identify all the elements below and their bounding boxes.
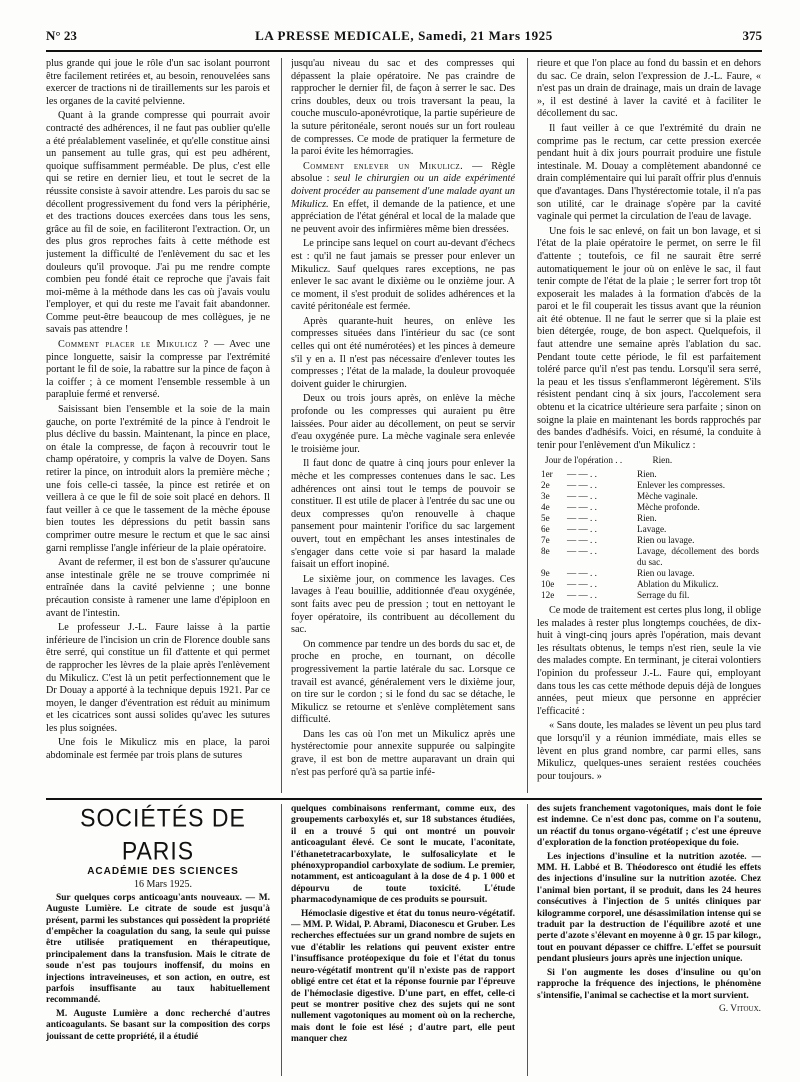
schedule-action: Rien ou lavage. bbox=[637, 568, 695, 578]
schedule-day: 9e bbox=[541, 568, 550, 578]
paragraph: Une fois le sac enlevé, on fait un bon lavage, et si l'état de la plaie opératoire le permet, on serre le fil d'attente ; toutefois, ce fil ne saurait être serré automatiquement le jour où on enlève le sac, il faut tenir compte de l'état de la plaie ; le serrer fort trop tôt exposerait les malades à la formation d'abcès de la paroi et le fil couperait les tissus avant que la réunion ait été obtenue. Il ne faut le serrer que si la plaie est bien détergée, rouge, de bon aspect. Quelquefois, il faut attendre une semaine après l'ablation du sac. Pendant toute cette période, le fil est parfaitement toléré parce qu'il n'est pas tendu. Lorsqu'il sera serré, la peau et les tissus s'enflammeront légèrement. S'ils résistent pendant cinq à six jours, l'accolement sera obtenu et la cicatrice ultérieure sera parfaite ; sinon on soigne la plaie en maintenant les bords rapprochés par des bandes d'adhésifs. Voici, en résumé, la conduite à tenir pour l'enlèvement d'un Mikulicz : bbox=[537, 225, 761, 451]
paragraph: Dans les cas où l'on met un Mikulicz après une hystérectomie pour annexite suppurée ou salpingite grave, il est bon de mettre auparavant un drain qui n'est pas perforé qu'à sa partie infé- bbox=[291, 728, 515, 778]
schedule-dashes: — — . . bbox=[567, 524, 597, 534]
paragraph bbox=[537, 852, 761, 966]
paragraph: plus grande qui joue le rôle d'un sac isolant pourront être facilement retirées et, au besoin, renouvelées sans exercer de tractions ni de tiraillements sur les parois et les organes de la cavité pelvienne. bbox=[46, 58, 270, 107]
section-title: SOCIÉTÉS DE PARIS bbox=[80, 804, 246, 865]
paragraph-text: — Avec une pince longuette, saisir la compresse par l'extrémité portant le fil de soie, la rabattre sur la pince de façon à la coiffer ; à ce moment l'ensemble ressemble à un parapluie fermé et renversé. bbox=[46, 339, 270, 401]
paragraph-text: En effet, il demande de la patience, et une appréciation de l'état général et local de la malade que ne peuvent avoir des infirmières même bien dressées. bbox=[291, 198, 515, 235]
paragraph: des sujets franchement vagotoniques, mais dont le foie est indemne. Ce n'est donc pas, comme on l'a soutenu, un réactif du tonus organo-végétatif ; c'est une épreuve d'exploration de la fonction protéopexique du foie. bbox=[537, 804, 761, 849]
societies-column-2 bbox=[291, 804, 515, 1076]
paragraph: Si l'on augmente les doses d'insuline ou qu'on rapproche la fréquence des injections, le phénomène s'intensifie, l'animal se cachectise et la mort survient. bbox=[537, 967, 761, 1001]
schedule-dashes: — — . . bbox=[567, 568, 597, 578]
paragraph: Quant à la grande compresse qui pourrait avoir contracté des adhérences, il ne faut pas oublier qu'elle a été préalablement vaselinée, et qu'elle constitue ainsi un pansement au tulle gras, qui est peu adhérent, quoique suffisamment perméable. De plus, c'est elle qui se retire en dernier lieu, et tout le secret de la réussite consiste à savoir attendre. Les parois du sac se décollent progressivement du fond vers la périphérie, et des tractions douces exercées dans tous les sens, grâce au fil de soie, en faciliteront l'extraction. Or, un des plus gros reproches faits à cette méthode est justement la difficulté de l'enlèvement du sac et les douleurs qu'il provoque. J'ai pu me rendre compte combien peu fondé était ce reproche que j'avais fait moi-même à la méthode dans les cas où j'avais voulu l'employer, et qui du reste me l'avait fait abandonner. Comme peut-être beaucoup de mes collègues, je ne savais pas attendre ! bbox=[46, 110, 270, 336]
paragraph bbox=[46, 339, 270, 402]
column-divider bbox=[527, 58, 528, 793]
schedule-action: Serrage du fil. bbox=[637, 590, 690, 600]
paragraph: jusqu'au niveau du sac et des compresses qui dépassent la plaie opératoire. Ne pas craindre de rapprocher le dernier fil, de façon à serrer le sac. Des crins doubles, deux ou trois traversant la peau, la couche musculo-aponévrotique, la partie supérieure de la suture péritonéale, seront noués sur un fort rouleau de compresses. Ce mode de pratiquer la fermeture de la paroi évite les hémorragies. bbox=[291, 58, 515, 158]
column-divider bbox=[527, 804, 528, 1076]
academy-heading: ACADÉMIE DES SCIENCES bbox=[87, 866, 239, 877]
paragraph: Après quarante-huit heures, on enlève les compresses situées dans l'intérieur du sac (ce sont celles qui ont été numérotées) et les pinces à demeure s'il y en a. Il n'est pas nécessaire d'enlever toutes les compresses ; l'état de la malade, la douleur provoquée doivent guider le chirurgien. bbox=[291, 315, 515, 390]
schedule-day: 7e bbox=[541, 535, 550, 545]
schedule-heading-label: Jour de l'opération . . bbox=[545, 455, 623, 466]
schedule-heading-action: Rien. bbox=[652, 455, 673, 466]
schedule-action: Lavage. bbox=[637, 524, 667, 534]
paragraph: Le sixième jour, on commence les lavages. Ces lavages à l'eau bouillie, additionnée d'eau oxygénée, sont faits avec peu de pression ; tout en nettoyant le foyer opératoire, ils contribuent au décollement du sac. bbox=[291, 573, 515, 636]
paragraph-text: ont étudié les effets des injections d'insuline sur la nutrition azotée. Chez l'animal bien portant, il se produit, dans les 24 heures consécutives à l'injection de 5 unités cliniques par kilogramme corporel, une désassimilation intense qui se traduit par la destruction de l'équilibre azoté et une perte d'azote s'élevant en moyenne à 0 gr. 15 par kilogr., tout en pouvant dépasser ce chiffre. L'effet se poursuit pendant plusieurs jours après une injection unique. bbox=[537, 863, 761, 965]
paragraph: Saisissant bien l'ensemble et la soie de la main gauche, on porte l'extrémité de la pince à l'endroit le plus déclive du bassin. Maintenant, la pince en place, on étale la compresse, de façon à recouvrir tout le champ opératoire, y compris la valve de Doyen. Sans retirer la pince, on introduit alors la première mèche ; une fois celle-ci tassée, la pince est retirée et on veillera à ce que le fil de soie soit placé en dehors. Il faut veiller à ce que le tassement de la mèche épouse bien toutes les dépressions du petit bassin sans comprimer outre mesure le rectum et que le sac ainsi garni remplisse l'angle inférieur de la plaie opératoire. bbox=[46, 404, 270, 554]
quote-paragraph: « Sans doute, les malades se lèvent un peu plus tard que lorsqu'il y a réunion immédiate, mais elles se lèvent en plus grand nombre, car parmi elles, sans Mikulicz, quelques-unes seraient restées couchées pour toujours. » bbox=[537, 720, 761, 782]
schedule-row bbox=[541, 579, 759, 590]
schedule-dashes: — — . . bbox=[567, 535, 597, 545]
schedule-day: 3e bbox=[541, 491, 550, 501]
schedule-dashes: — — . . bbox=[567, 469, 597, 479]
schedule-day: 10e bbox=[541, 579, 555, 589]
schedule-row bbox=[541, 546, 759, 568]
schedule-action: Lavage, décollement des bords du sac. bbox=[637, 546, 759, 567]
session-date: 16 Mars 1925. bbox=[133, 879, 193, 891]
column-divider bbox=[281, 58, 282, 793]
schedule-day: 12e bbox=[541, 590, 555, 600]
schedule-heading bbox=[545, 454, 761, 467]
author-signature: G. Vitoux. bbox=[718, 1003, 761, 1014]
schedule-row bbox=[541, 491, 759, 502]
schedule-dashes: — — . . bbox=[567, 480, 597, 490]
schedule-dashes: — — . . bbox=[567, 502, 597, 512]
section-rule bbox=[46, 798, 762, 800]
schedule-row bbox=[541, 480, 759, 491]
paragraph: On commence par tendre un des bords du sac et, de proche en proche, en tournant, on décolle progressivement la partie latérale du sac. Lorsque ce travail est avancé, généralement vers le dixième jour, on tire sur le cordon ; si le fond du sac se détache, le Mikulicz se retourne et s'enlève complètement sans difficulté. bbox=[291, 638, 515, 726]
paragraph: Ce mode de traitement est certes plus long, il oblige les malades à rester plus longtemps couchées, de dix-huit à vingt-cinq jours après l'opération, mais devant les résultats obtenus, le temps n'est rien, seule la vie des malades compte. En terminant, je citerai volontiers l'opinion du professeur J.-L. Faure qui, employant dans tous les cas cette méthode depuis déjà de longues années, peut mieux que personne en apprécier l'efficacité : bbox=[537, 605, 761, 717]
schedule-action: Ablation du Mikulicz. bbox=[637, 579, 719, 589]
paragraph-text: Le citrate de soude est jusqu'à présent, parmi les substances qui possèdent la propriété d'empêcher la coagulation du sang, la seule qui puisse être utilisée pratiquement en thérapeutique, principalement dans la transfusion. Mais le citrate de soude n'est pas toujours inoffensif, du moins en injections intraveineuses, et son action, en outre, est parfois insuffisante au taux habituellement recommandé. bbox=[46, 904, 270, 1006]
schedule-action: Enlever les compresses. bbox=[637, 480, 726, 490]
schedule-action: Mèche vaginale. bbox=[637, 491, 698, 501]
paragraph: Il faut donc de quatre à cinq jours pour enlever la mèche et les compresses contenues dans le sac. Les adhérences ont ainsi tout le temps de pouvoir se constituer. Il est utile de placer à l'entrée du sac une ou deux compresses qu'on renouvelle à chaque pansement pour maintenir l'orifice du sac largement ouvert, tout en empêchant les anses intestinales de s'engager dans cette voie si par hasard la malade faisait un effort inopiné. bbox=[291, 458, 515, 571]
journal-title: LA PRESSE MEDICALE, Samedi, 21 Mars 1925 bbox=[255, 28, 553, 43]
schedule-action: Rien. bbox=[637, 513, 657, 523]
page-number: 375 bbox=[742, 28, 762, 43]
schedule-day: 8e bbox=[541, 546, 550, 556]
paragraph: quelques combinaisons renfermant, comme eux, des groupements carboxylés et, sur 18 substances étudiées, il en a trouvé 5 qui ont montré un pouvoir anticoagulant élevé. Ce sont le mucate, l'aconitate, l'éthanetetracarboxylate, le sulfosalicylate et le phénoxypropandiol carboxylate de sodium. Le premier, notamment, est anticoagulant à la dose de 4 p. 1 000 et dépourvu de toute toxicité. L'étude pharmacodynamique de ces produits se poursuit. bbox=[291, 804, 515, 906]
schedule-day: 1er bbox=[541, 469, 553, 479]
schedule-dashes: — — . . bbox=[567, 579, 597, 589]
column-divider bbox=[281, 804, 282, 1076]
paragraph-text: — Règle absolue : bbox=[291, 160, 515, 185]
schedule-action: Rien ou lavage. bbox=[637, 535, 695, 545]
societies-column-1 bbox=[46, 804, 270, 1076]
schedule-row bbox=[541, 513, 759, 524]
header-rule bbox=[46, 50, 762, 52]
section-heading: Comment placer le Mikulicz ? bbox=[58, 339, 209, 351]
schedule-day: 4e bbox=[541, 502, 550, 512]
paragraph: Deux ou trois jours après, on enlève la mèche profonde ou les compresses qui auraient pu être laissées. Pour aider au décollement, on peut se servir d'eau oxygénée pure. La mèche vaginale sera enlevée le troisième jour. bbox=[291, 393, 515, 455]
paragraph-text: Les recherches effectuées sur un grand nombre de sujets en vue d'établir les relations qui peuvent exister entre l'insuffisance protéopexique du foie et l'état du tonus neuro-végétatif montrent qu'il n'existe pas de rapport obligé entre cet état et la réponse fournie par l'épreuve de l'hémoclasie digestive. D'une part, en effet, celle-ci peut se montrer positive chez des sujets qui ne sont nullement vagotoniques au moment où on la recherche, mais dont le foie est lésé ; d'autre part, elle peut manquer chez bbox=[291, 920, 515, 1045]
paragraph bbox=[291, 909, 515, 1046]
schedule-dashes: — — . . bbox=[567, 590, 597, 600]
schedule-row bbox=[541, 502, 759, 513]
paragraph: Avant de refermer, il est bon de s'assurer qu'aucune anse intestinale grêle ne se trouve comprimée ni entraînée dans la cavité pelvienne ; une bonne précaution consiste à ramener une lame d'épiploon en avant de l'intestin. bbox=[46, 557, 270, 619]
paragraph: rieure et que l'on place au fond du bassin et en dehors du sac. Ce drain, selon l'expression de J.-L. Faure, « n'est pas un drain de drainage, mais un drain de lavage », il est destiné à laver la cavité et à faciliter le décollement du sac. bbox=[537, 58, 761, 120]
report-heading: Sur quelques corps anticoagu'ants nouveaux. — M. Auguste Lumière. bbox=[46, 892, 270, 915]
schedule-table bbox=[541, 469, 759, 601]
page-header bbox=[46, 28, 762, 48]
paragraph: M. Auguste Lumière a donc recherché d'autres anticoagulants. Se basant sur la composition des corps jouissant de cette propriété, il a étudié bbox=[46, 1008, 270, 1042]
schedule-day: 6e bbox=[541, 524, 550, 534]
schedule-dashes: — — . . bbox=[567, 491, 597, 501]
schedule-row bbox=[541, 590, 759, 601]
schedule-day: 5e bbox=[541, 513, 550, 523]
issue-number: N° 23 bbox=[46, 28, 77, 43]
schedule-row bbox=[541, 469, 759, 480]
paragraph: Il faut veiller à ce que l'extrémité du drain ne comprime pas le rectum, car cette pression exercée pendant huit à dix jours pourrait produire une fistule intestinale. M. Douay a complètement abandonné ce drain complémentaire qui lui paraît offrir plus d'ennuis que d'avantages. Dans l'hystérectomie totale, il n'a pas son utilité, car le drainage s'opère par la cavité vaginale qui permet la circulation de l'eau de lavage. bbox=[537, 122, 761, 223]
report-heading: Hémoclasie digestive et état du tonus neuro-végétatif. — MM. P. Widal, P. Abrami, Diaconescu et Gruber. bbox=[291, 908, 515, 931]
schedule-row bbox=[541, 524, 759, 535]
schedule-dashes: — — . . bbox=[567, 513, 597, 523]
paragraph: Le professeur J.-L. Faure laisse à la partie inférieure de l'incision un crin de Florence double sans être serré, qui constitue un fil d'attente et qui permet de rapprocher les lèvres de la plaie après l'enlèvement du Mikulicz. C'est là un petit perfectionnement que le Dr Douay a apporté à la technique depuis 1921. Par ce moyen, le danger d'éventration est réduit au minimum et les cicatrices sont aussi solides qu'avec les sutures les plus soignées. bbox=[46, 622, 270, 734]
paragraph bbox=[291, 161, 515, 237]
schedule-action: Mèche profonde. bbox=[637, 502, 700, 512]
emphasis-text: seul le chirurgien ou un aide expérimenté doivent procéder au pansement d'une malade ayant un Mikulicz. bbox=[291, 173, 515, 210]
report-heading: Les injections d'insuline et la nutrition azotée. — MM. H. Labbé et B. Théodoresco bbox=[537, 851, 761, 874]
schedule-row bbox=[541, 568, 759, 579]
paragraph bbox=[46, 893, 270, 1007]
paragraph: Le principe sans lequel on court au-devant d'échecs est : qu'il ne faut jamais se presser pour enlever un Mikulicz. Sauf quelques rares exceptions, ne pas enlever le sac avant le dixième ou le onzième jour. A ce moment, il s'est produit de solides adhérences et la cavité péritonéale est fermée. bbox=[291, 238, 515, 313]
paragraph: Une fois le Mikulicz mis en place, la paroi abdominale est fermée par trois plans de sutures bbox=[46, 737, 270, 762]
schedule-row bbox=[541, 535, 759, 546]
newspaper-page bbox=[46, 0, 762, 1082]
article-column-2 bbox=[291, 58, 515, 793]
schedule-action: Rien. bbox=[637, 469, 657, 479]
article-column-1 bbox=[46, 58, 270, 793]
schedule-day: 2e bbox=[541, 480, 550, 490]
schedule-dashes: — — . . bbox=[567, 546, 597, 556]
societies-column-3 bbox=[537, 804, 761, 1076]
section-heading: Comment enlever un Mikulicz. bbox=[303, 160, 464, 172]
article-column-3 bbox=[537, 58, 761, 793]
